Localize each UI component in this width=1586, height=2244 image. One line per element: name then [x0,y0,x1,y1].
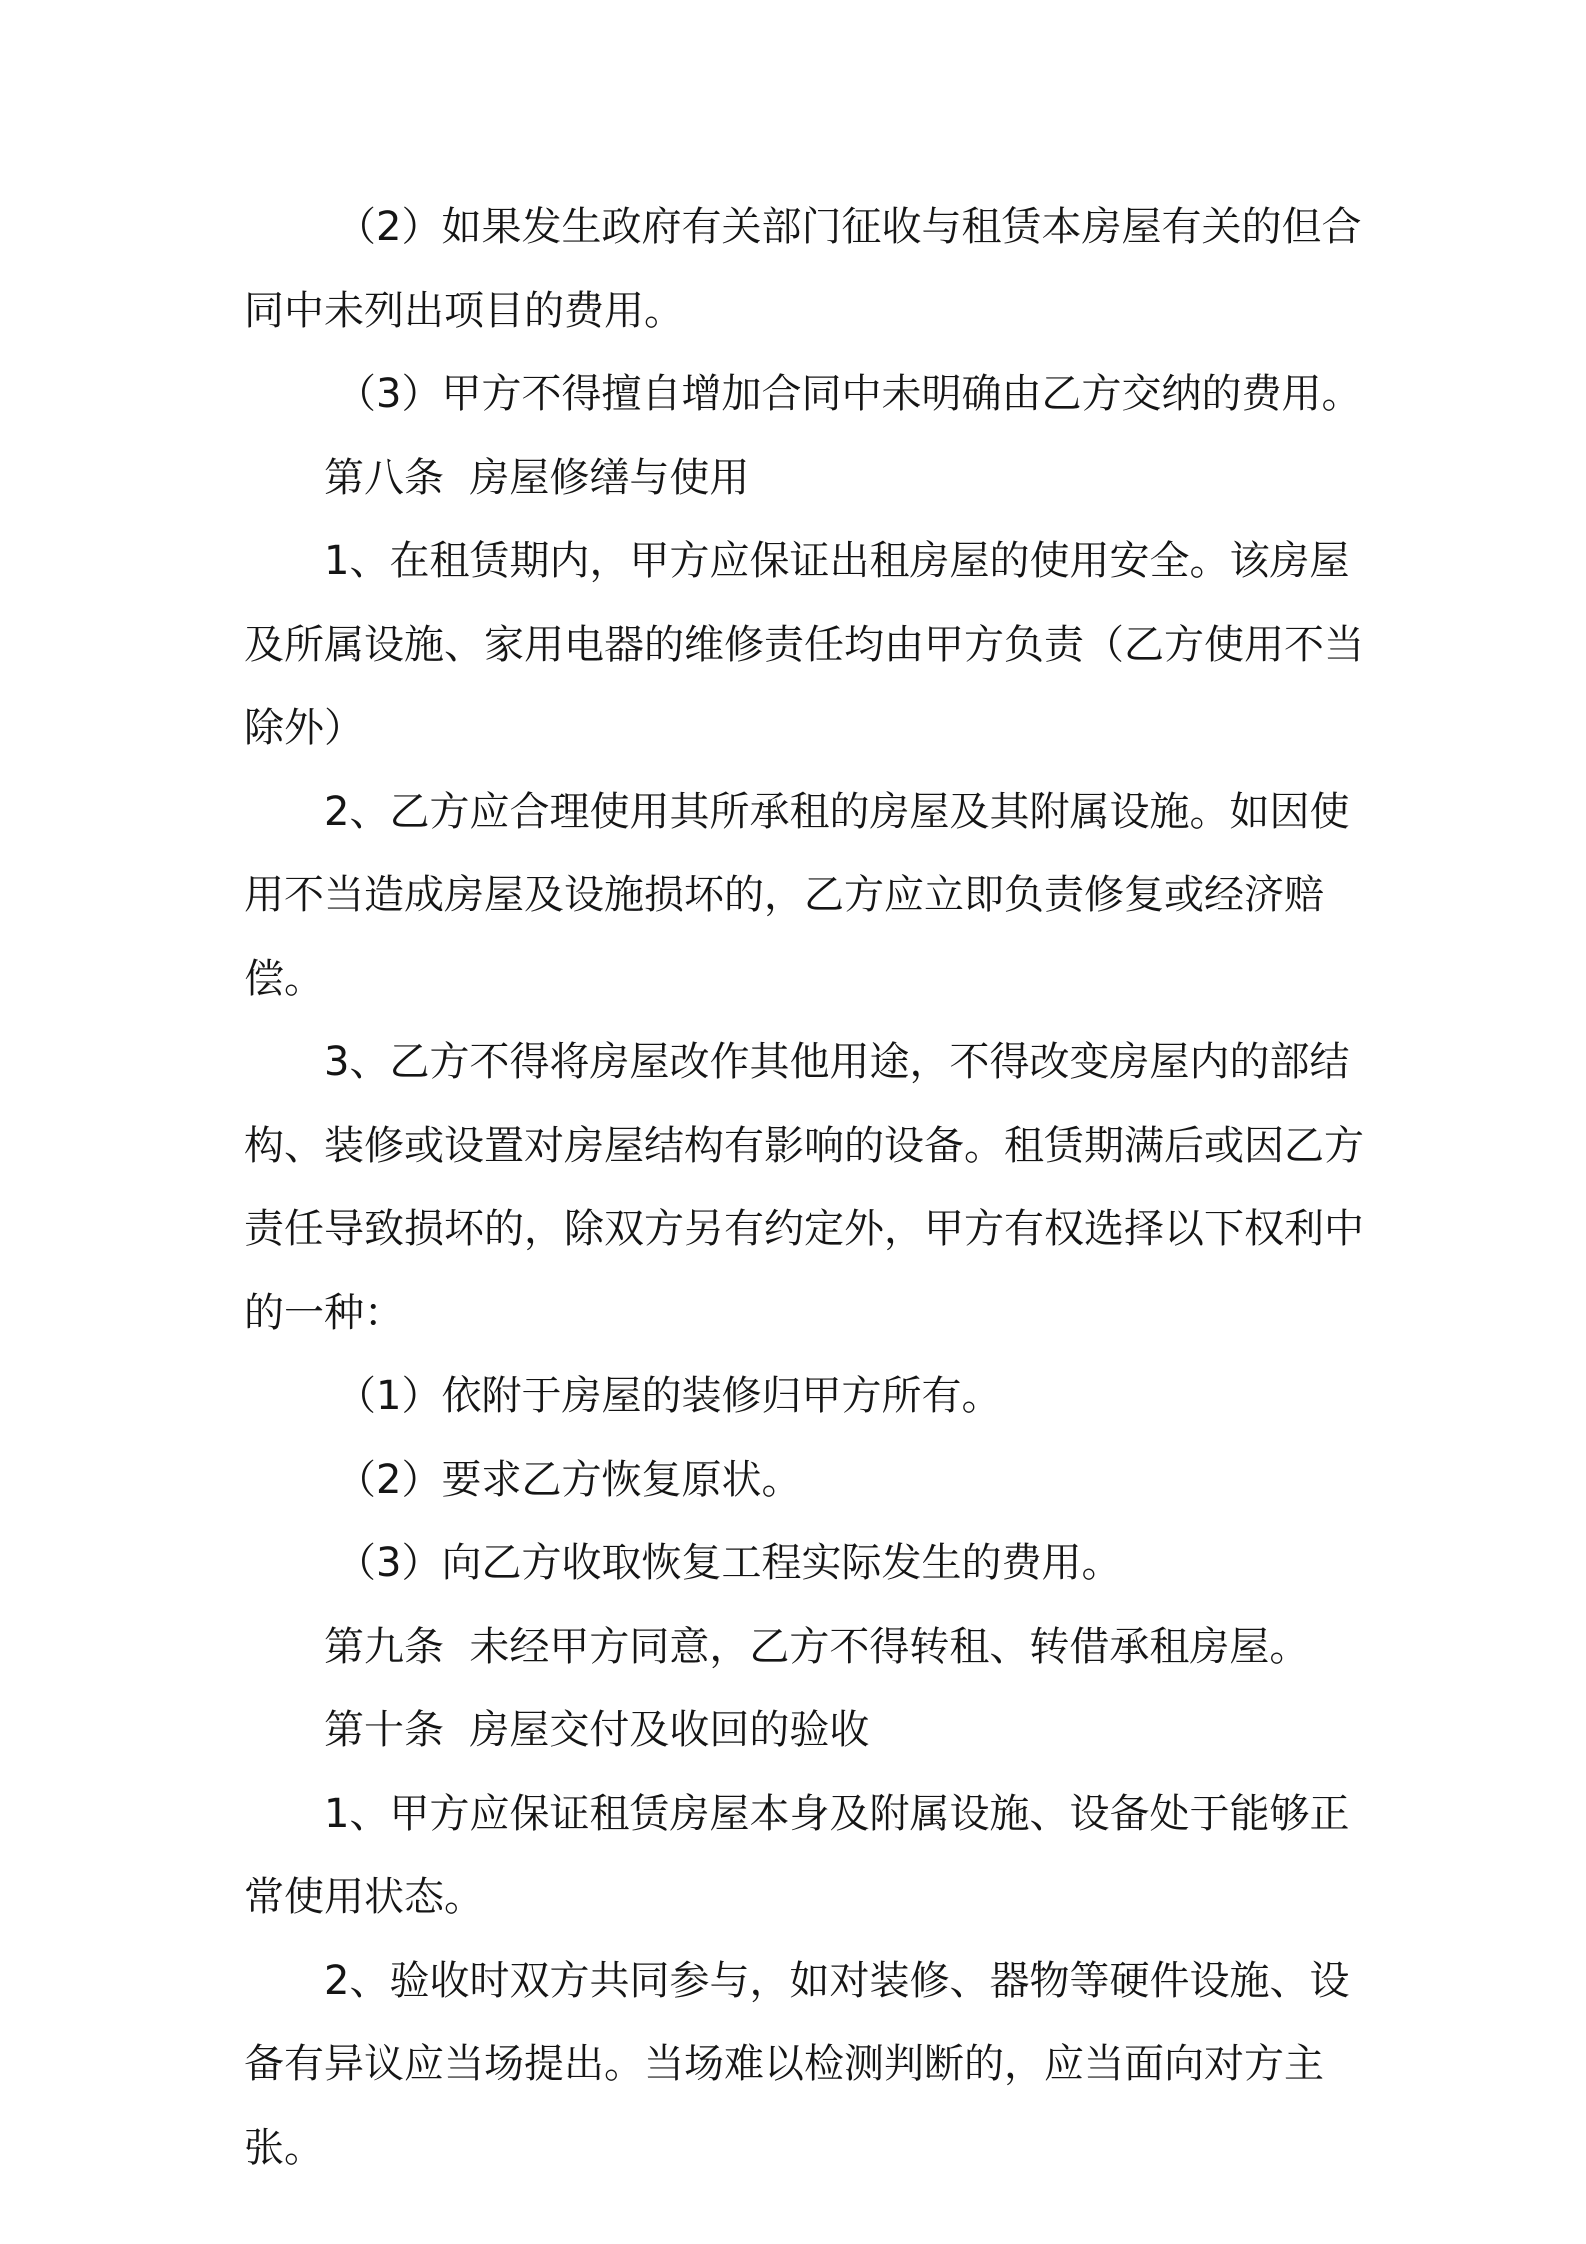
article-10-heading: 第十条 房屋交付及收回的验收 [324,1707,870,1753]
article-8-clause-3: 3、乙方不得将房屋改作其他用途，不得改变房屋内的部结构、装修或设置对房屋结构有影响的设备。租赁期满后或因乙方责任导致损坏的，除双方另有约定外，甲方有权选择以下权利中的一种： [244,1039,1364,1336]
option-item-1: （1）依附于房屋的装修归甲方所有。 [336,1373,1002,1419]
option-item-2: （2）要求乙方恢复原状。 [336,1456,802,1503]
article-8-clause-1: 1、在租赁期内，甲方应保证出租房屋的使用安全。该房屋及所属设施、家用电器的维修责任均由甲方负责（乙方使用不当除外） [244,538,1364,751]
paragraph-item-2-government-fees: （2）如果发生政府有关部门征收与租赁本房屋有关的但合同中未列出项目的费用。 [244,204,1362,334]
article-8-heading: 第八条 房屋修缮与使用 [324,454,750,501]
paragraph-item-3-no-extra-fees: （3）甲方不得擅自增加合同中未明确由乙方交纳的费用。 [336,371,1362,417]
article-10-clause-1: 1、甲方应保证租赁房屋本身及附属设施、设备处于能够正常使用状态。 [244,1790,1350,1920]
article-9-text: 第九条 未经甲方同意，乙方不得转租、转借承租房屋。 [324,1623,1310,1670]
option-item-3: （3）向乙方收取恢复工程实际发生的费用。 [336,1540,1122,1586]
article-8-clause-2: 2、乙方应合理使用其所承租的房屋及其附属设施。如因使用不当造成房屋及设施损坏的，乙方应立即负责修复或经济赔偿。 [244,788,1350,1002]
contract-text-body [244,186,1364,2190]
article-10-clause-2: 2、验收时双方共同参与，如对装修、器物等硬件设施、设备有异议应当场提出。当场难以检测判断的，应当面向对方主张。 [244,1957,1350,2171]
